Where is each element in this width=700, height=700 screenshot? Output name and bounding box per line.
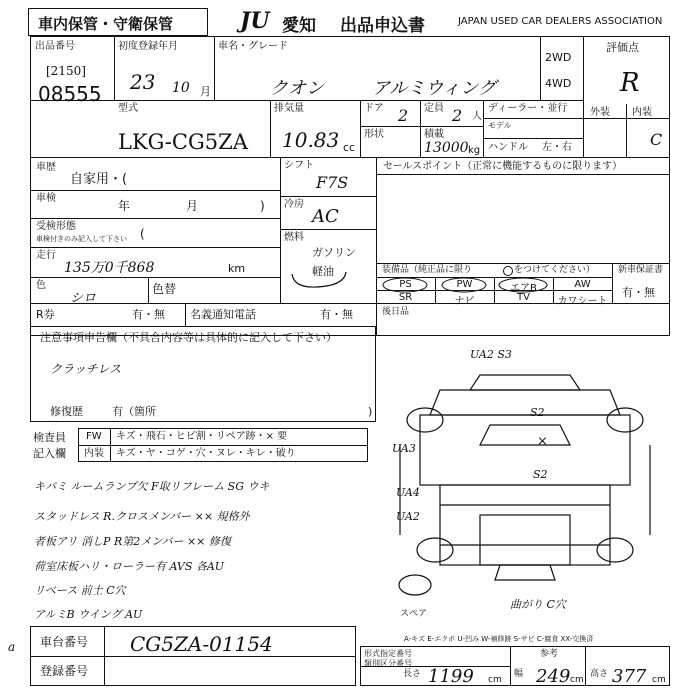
storage-title: 車内保管・守衛保管 [38, 15, 174, 33]
load-value: 13000 [424, 140, 469, 156]
fuel-gasoline: ガソリン [312, 246, 356, 259]
repair-label: 修復歴 [50, 405, 83, 418]
mileage-label: 走行 [36, 250, 56, 261]
drive-4wd: 4WD [545, 77, 572, 90]
warranty-options: 有・無 [622, 286, 655, 299]
chassis-label: 車台番号 [40, 635, 89, 649]
diagram-legend: A-キズ E-エクボ U-凹み W-補修跡 S-サビ C-腐食 XX-交換済 [404, 635, 594, 643]
org-english: JAPAN USED CAR DEALERS ASSOCIATION [458, 16, 663, 27]
equip-ps: PS [399, 279, 412, 290]
inspection-month-unit: 月 [186, 199, 199, 213]
type-label: 型式 [118, 103, 138, 114]
form-title: 出品申込書 [340, 16, 425, 36]
model-name-label: 車名・グレード [218, 41, 288, 52]
score-label: 評価点 [606, 41, 639, 54]
fuel-label: 燃料 [284, 232, 304, 243]
diagram-bottom-note: 曲がり C穴 [510, 598, 566, 611]
fw-label: FW [86, 431, 102, 442]
shift-value: F7S [316, 173, 349, 192]
capacity-value: 2 [452, 106, 463, 125]
fuel-circle [286, 262, 356, 292]
diagram-mark-x: × [537, 434, 548, 449]
interior-label: 内装 [632, 107, 652, 118]
sales-point-label: セールスポイント（正常に機能するものに限ります） [383, 161, 623, 172]
doors-label: ドア [364, 103, 384, 114]
exterior-label: 外装 [590, 107, 610, 118]
load-unit: kg [468, 145, 481, 156]
grade-value: アルミウィング [372, 78, 496, 99]
equip-pw: PW [456, 279, 473, 290]
equip-sr: SR [398, 292, 413, 303]
inspection-year-unit: 年 [118, 199, 131, 213]
displacement-label: 排気量 [274, 103, 304, 114]
notice-options: 有・無 [320, 308, 353, 321]
model-small-label: モデル [488, 121, 512, 130]
interior-check-items: キズ・ヤ・コゲ・穴・ヌレ・キレ・破り [116, 448, 296, 459]
mileage-value: 135万0千868 [64, 260, 155, 276]
shift-label: シフト [284, 160, 314, 171]
color-value: シロ [70, 291, 97, 306]
width-value: 249 [536, 666, 571, 687]
lot-number: 08555 [38, 82, 102, 106]
form-type-ref: 参考 [540, 649, 559, 659]
form-type-sub: 類別区分番号 [364, 659, 412, 668]
cooling-value: AC [312, 206, 339, 227]
handwritten-note: キバミ ルームランプ欠 F取リフレーム SG ウキ [34, 480, 270, 493]
notice-label: 名義通知電話 [190, 308, 256, 321]
notes-text: クラッチレス [50, 362, 122, 376]
fw-items: キズ・飛石・ヒビ割・リペア跡・× 要 [116, 431, 288, 442]
type-value: LKG-CG5ZA [118, 130, 248, 154]
equip-navi: ナビ [454, 296, 475, 307]
handwritten-note: 荷室床板ハリ・ローラー有 AVS 各AU [34, 560, 225, 573]
model-name-value: クオン [270, 78, 324, 99]
handwritten-note: アルミB ウイング AU [34, 608, 143, 621]
handle-label: ハンドル [488, 142, 528, 153]
handwritten-note: リベース 前土 C穴 [34, 584, 126, 597]
inspection-label: 車検 [36, 193, 56, 204]
height-value: 377 [612, 666, 647, 687]
history-label: 車歴 [36, 162, 56, 173]
inspection-suffix: ) [260, 199, 265, 213]
history-value: 自家用・( [70, 172, 128, 187]
interior-check-label: 内装 [84, 448, 104, 459]
repair-value: 有（箇所 [112, 405, 156, 418]
diagram-ua2: UA2 [396, 510, 420, 523]
reg-number-label: 登録番号 [40, 664, 89, 678]
inspector-label: 検査員 [33, 431, 66, 444]
shape-label: 形状 [364, 129, 384, 140]
notes-header: 注意事項申告欄（不具合内容等は具体的に記入して下さい） [40, 331, 337, 344]
dealer-label: ディーラー・並行 [488, 103, 568, 114]
score-value: R [620, 68, 640, 98]
diagram-ua4: UA4 [396, 486, 420, 499]
lot-label: 出品番号 [35, 41, 75, 52]
org-name: 愛知 [282, 16, 316, 36]
equip-tv: TV [517, 292, 530, 303]
entry-label: 記入欄 [33, 447, 66, 460]
r-ticket-options: 有・無 [132, 308, 165, 321]
form-type-label: 形式指定番号 [364, 649, 412, 658]
height-label: 高さ [590, 669, 609, 679]
handle-options: 左・右 [542, 142, 572, 153]
receipt-value: ( [140, 227, 145, 241]
diagram-top-labels: UA2 S3 [470, 348, 512, 361]
warranty-label: 新車保証書 [618, 265, 664, 275]
receipt-label: 受検形態 [36, 221, 76, 232]
lot-small-number: [2150] [46, 64, 86, 78]
fuel-light-oil: 軽油 [312, 265, 334, 278]
first-reg-label: 初度登録年月 [118, 41, 178, 52]
equip-leather: カワシート [557, 296, 608, 307]
chassis-value: CG5ZA-01154 [130, 632, 273, 656]
mileage-unit: km [228, 262, 246, 275]
width-label: 幅 [514, 669, 524, 679]
first-reg-year: 23 [130, 70, 156, 94]
equipment-label-2: をつけてください） [514, 265, 596, 275]
capacity-label: 定員 [424, 103, 444, 114]
diagram-mark-s2-bottom: S2 [533, 468, 548, 481]
length-label: 長さ [403, 669, 422, 679]
capacity-unit: 人 [472, 111, 482, 122]
width-unit: cm [570, 675, 584, 685]
receipt-note: 車検付きのみ記入して下さい [36, 235, 127, 243]
ju-logo: JU [240, 8, 270, 34]
equipment-label: 装備品（純正品に限り [382, 265, 473, 275]
doors-value: 2 [398, 106, 409, 125]
displacement-unit: cc [343, 141, 356, 154]
handwritten-note: 者板アリ 消しP R第2メンバー ×× 修復 [34, 535, 231, 548]
repaint-label: 色替 [152, 282, 177, 296]
diagram-mark-s2-top: S2 [530, 406, 545, 419]
length-unit: cm [488, 675, 502, 685]
height-unit: cm [652, 675, 666, 685]
vehicle-diagram [380, 345, 670, 625]
diagram-ua3: UA3 [392, 442, 416, 455]
cooling-label: 冷房 [284, 199, 304, 210]
equip-airbag: エアB [510, 283, 537, 294]
repair-suffix: ) [368, 405, 373, 418]
displacement-value: 10.83 [282, 128, 340, 152]
r-ticket-label: R券 [36, 308, 55, 321]
handwritten-note: スタッドレス R.クロスメンバー ×× 規格外 [34, 510, 250, 523]
equip-aw: AW [574, 279, 591, 290]
diagram-spare: スペア [400, 609, 428, 619]
length-value: 1199 [428, 666, 474, 687]
rear-label: 後日品 [382, 307, 410, 317]
color-label: 色 [36, 280, 46, 291]
margin-mark: a [8, 640, 16, 654]
first-reg-month: 10 [172, 80, 190, 96]
equipment-marks [376, 274, 612, 294]
drive-2wd: 2WD [545, 51, 572, 64]
load-label: 積載 [424, 129, 444, 140]
interior-value: C [650, 130, 663, 149]
first-reg-month-unit: 月 [200, 85, 211, 98]
